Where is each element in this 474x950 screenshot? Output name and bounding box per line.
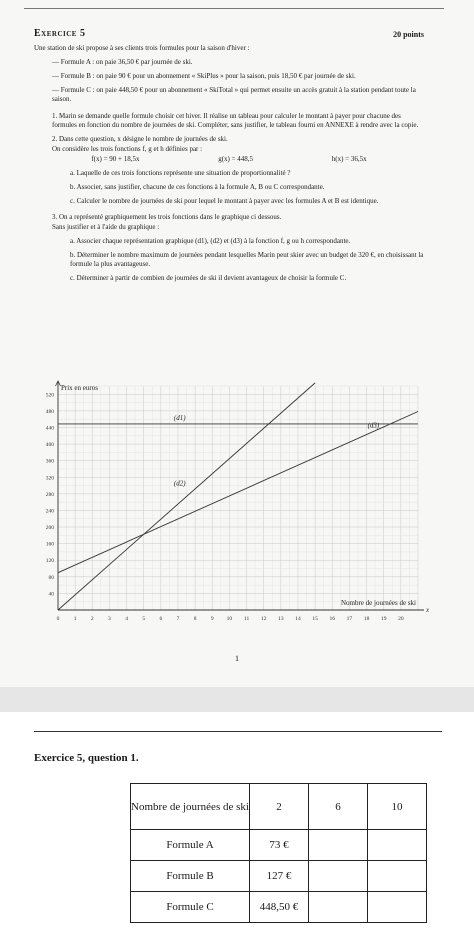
- f-definition: f(x) = 90 + 18,5x: [91, 155, 140, 163]
- x-tick-label: 15: [312, 616, 318, 622]
- question-1: 1. Marin se demande quelle formule choisir cet hiver. Il réalise un tableau pour calculer le montant à payer pour chacune des formules en fonction du nombre de journées de ski. Compléter, sans justifier, le tableau fourni en ANNEXE à rendre avec la copie.: [52, 112, 419, 129]
- y-tick-label: 40: [48, 591, 54, 598]
- question-2b: b. Associer, sans justifier, chacune de ces fonctions à la formule A, B ou C correspondante.: [70, 183, 325, 191]
- x-tick-label: 7: [176, 616, 180, 622]
- y-tick-label: 400: [45, 442, 54, 449]
- question-2-sub: On considère les trois fonctions f, g et h définies par :: [52, 145, 203, 153]
- x-tick-label: 5: [142, 616, 146, 622]
- x-tick-label: 10: [226, 616, 233, 622]
- x-tick-label: 2: [90, 616, 94, 622]
- x-tick-label: 3: [108, 616, 111, 622]
- x-tick-label: 20: [398, 616, 404, 622]
- table-cell[interactable]: [309, 830, 368, 861]
- x-tick-label: 6: [159, 616, 163, 622]
- y-tick-label: 320: [45, 475, 54, 482]
- x-tick-label: 13: [278, 616, 284, 622]
- y-tick-label: 160: [45, 541, 54, 548]
- x-tick-label: 16: [329, 616, 336, 622]
- exercise-title: Exercice 5: [34, 28, 86, 39]
- y-tick-label: 480: [45, 408, 54, 415]
- x-axis-symbol: x: [426, 606, 430, 614]
- y-tick-label: 280: [45, 491, 54, 498]
- x-tick-label: 1: [73, 616, 77, 622]
- table-row: [131, 830, 427, 861]
- question-2: 2. Dans cette question, x désigne le nombre de journées de ski.: [52, 135, 228, 143]
- header-cell: 2: [250, 784, 309, 830]
- y-tick-label: 200: [45, 525, 54, 532]
- page-gap: [0, 687, 474, 712]
- function-graph: [32, 378, 428, 626]
- series-label-2: (d2): [173, 479, 186, 488]
- row-label: Formule C: [131, 892, 250, 923]
- y-tick-label: 520: [45, 392, 54, 399]
- annex-title: Exercice 5, question 1.: [34, 752, 139, 764]
- x-tick-label: 0: [56, 616, 60, 622]
- row-label: Formule B: [131, 861, 250, 892]
- intro: Une station de ski propose à ses clients trois formules pour la saison d'hiver :: [34, 44, 250, 52]
- table-cell[interactable]: [368, 892, 427, 923]
- formula-c: — Formule C : on paie 448,50 € pour un abonnement « SkiTotal » qui permet ensuite un accès gratuit à la station pendant toute la saison.: [52, 86, 416, 103]
- y-tick-label: 80: [48, 574, 54, 581]
- formula-a: — Formule A : on paie 36,50 € par journée de ski.: [52, 58, 193, 66]
- page-number: 1: [235, 654, 239, 663]
- x-tick-label: 19: [380, 616, 387, 622]
- table-cell[interactable]: [309, 861, 368, 892]
- x-tick-label: 8: [193, 616, 197, 622]
- x-axis-label: Nombre de journées de ski: [340, 599, 416, 607]
- series-label-3: (d3): [367, 421, 380, 430]
- y-axis-label: Prix en euros: [61, 384, 98, 392]
- header-cell: 6: [309, 784, 368, 830]
- exercise-points: 20 points: [393, 30, 424, 39]
- table-cell[interactable]: 448,50 €: [250, 892, 309, 923]
- x-tick-label: 18: [363, 616, 370, 622]
- series-label-1: (d1): [173, 414, 186, 423]
- question-3b: b. Déterminer le nombre maximum de journées pendant lesquelles Marin peut skier avec un budget de 320 €, en choisissant la formule la plus avantageuse.: [70, 251, 424, 268]
- header-cell: 10: [368, 784, 427, 830]
- x-tick-label: 17: [346, 616, 353, 622]
- table-header-row: [131, 784, 427, 830]
- header-cell: Nombre de journées de ski: [131, 784, 250, 830]
- exercise-text: [34, 44, 426, 288]
- table-row: [131, 892, 427, 923]
- question-3a: a. Associer chaque représentation graphique (d1), (d2) et (d3) à la fonction f, g ou h correspondante.: [70, 237, 351, 245]
- x-tick-label: 12: [260, 616, 267, 622]
- table-cell[interactable]: [368, 830, 427, 861]
- y-tick-label: 360: [45, 458, 54, 465]
- annex-separator: [34, 731, 442, 732]
- formula-b: — Formule B : on paie 90 € pour un abonnement « SkiPlus » pour la saison, puis 18,50 € par journée de ski.: [52, 72, 356, 80]
- row-label: Formule A: [131, 830, 250, 861]
- question-3: 3. On a représenté graphiquement les trois fonctions dans le graphique ci dessous.: [52, 213, 282, 221]
- question-3-sub: Sans justifier et à l'aide du graphique :: [52, 223, 160, 231]
- h-definition: h(x) = 36,5x: [331, 155, 367, 163]
- y-tick-label: 240: [45, 508, 54, 515]
- top-rule: [24, 8, 444, 9]
- g-definition: g(x) = 448,5: [218, 155, 254, 163]
- y-tick-label: 440: [45, 425, 54, 432]
- annex-table: [130, 783, 427, 923]
- exercise-header: [34, 28, 424, 39]
- question-3c: c. Déterminer à partir de combien de journées de ski il devient avantageux de choisir la formule C.: [70, 274, 347, 282]
- function-definitions: [52, 155, 426, 164]
- y-tick-label: 120: [45, 558, 54, 565]
- x-tick-label: 11: [243, 616, 250, 622]
- table-cell[interactable]: [309, 892, 368, 923]
- table-cell[interactable]: 127 €: [250, 861, 309, 892]
- x-tick-label: 9: [210, 616, 214, 622]
- table-row: [131, 861, 427, 892]
- x-tick-label: 4: [125, 616, 128, 622]
- question-2a: a. Laquelle de ces trois fonctions représente une situation de proportionnalité ?: [70, 169, 291, 177]
- table-cell[interactable]: [368, 861, 427, 892]
- table-cell[interactable]: 73 €: [250, 830, 309, 861]
- question-2c: c. Calculer le nombre de journées de ski pour lequel le montant à payer avec les formules A et B est identique.: [70, 197, 379, 205]
- x-tick-label: 14: [295, 616, 301, 622]
